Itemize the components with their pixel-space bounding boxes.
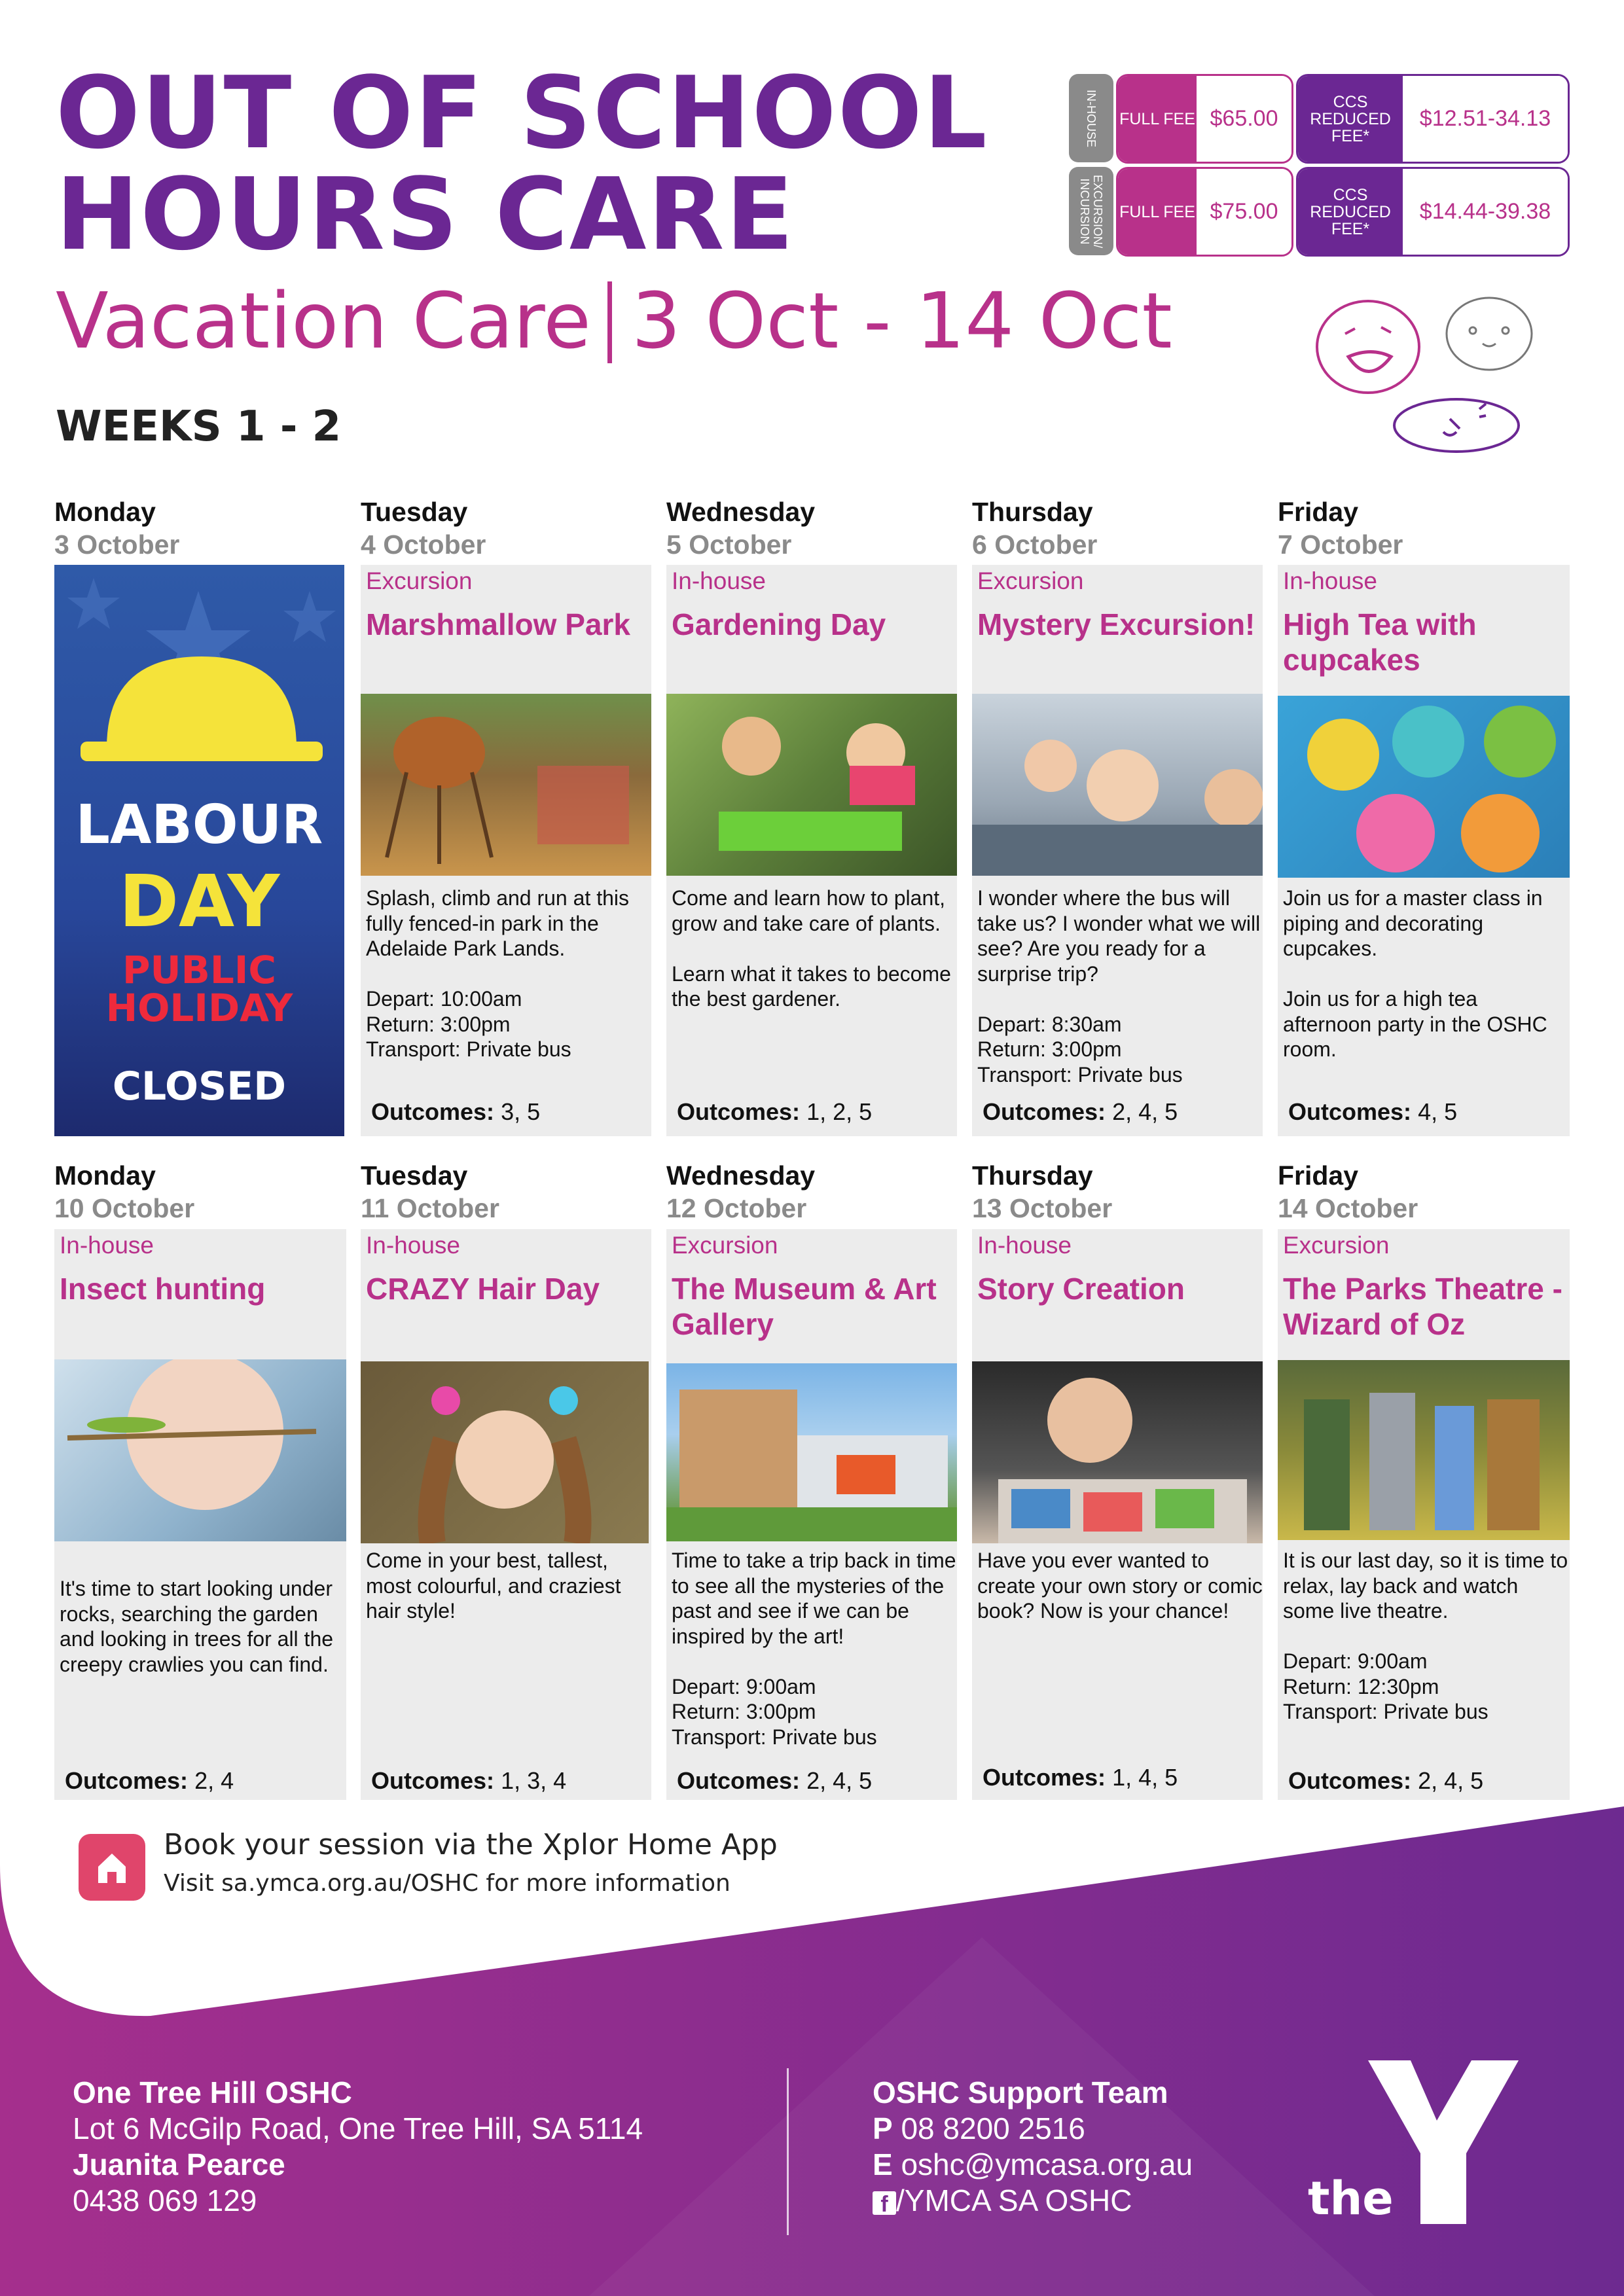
ccs-fee-box [1296, 74, 1570, 164]
activity-outcomes: Outcomes: 2, 4, 5 [1288, 1767, 1484, 1794]
activity-outcomes: Outcomes: 1, 2, 5 [677, 1098, 873, 1125]
footer-divider [787, 2068, 789, 2235]
logo-text: the [1308, 2172, 1394, 2225]
day-header: Monday 3 October [54, 497, 180, 560]
activity-description: Come and learn how to plant, grow and take care of plants. Learn what it takes to become the best gardener. [672, 886, 951, 1011]
day-header: Friday 14 October [1278, 1160, 1418, 1223]
activity-type: In-house [1283, 567, 1377, 594]
activity-card [1278, 1229, 1570, 1800]
holiday-line2: DAY [118, 859, 280, 943]
activity-type: Excursion [366, 567, 473, 594]
support-social[interactable]: f /YMCA SA OSHC [873, 2183, 1193, 2219]
full-fee-label: FULL FEE [1118, 169, 1197, 255]
museum-image [666, 1363, 957, 1541]
activity-card [54, 1229, 346, 1800]
story-creation-image [972, 1361, 1263, 1543]
activity-description: It is our last day, so it is time to relax, lay back and watch some live theatre. Depart: 9:00am Return: 12:30pm Transport: Private bus [1283, 1549, 1568, 1723]
activity-outcomes: Outcomes: 3, 5 [371, 1098, 541, 1125]
activity-description: Splash, climb and run at this fully fenced-in park in the Adelaide Park Lands. Depart: 10:00am Return: 3:00pm Transport: Private bus [366, 886, 629, 1061]
wizard-of-oz-image [1278, 1360, 1570, 1540]
activity-outcomes: Outcomes: 2, 4 [65, 1767, 234, 1794]
activity-type: In-house [366, 1232, 460, 1259]
center-phone[interactable]: 0438 069 129 [73, 2183, 257, 2217]
activity-name: Story Creation [977, 1272, 1185, 1306]
full-fee-label: FULL FEE [1118, 76, 1197, 162]
activity-description: Come in your best, tallest, most colourful, and craziest hair style! [366, 1549, 621, 1623]
activity-card [1278, 565, 1570, 1136]
activity-photo [1278, 696, 1570, 878]
holiday-closed: CLOSED [112, 1064, 287, 1109]
activity-description: Time to take a trip back in time to see all the mysteries of the past and see if we can be inspired by the art! Depart: 9:00am Return: 3:00pm Transport: Private bus [672, 1549, 956, 1749]
fee-category-tag: EXCURSION/ INCURSION [1069, 167, 1113, 255]
activity-name: The Museum & Art Gallery [672, 1272, 937, 1341]
activity-name: Marshmallow Park [366, 607, 630, 641]
footer-center-info [73, 2075, 643, 2219]
activity-name: Insect hunting [60, 1272, 266, 1306]
activity-photo [972, 694, 1263, 876]
playground-image [361, 694, 651, 876]
activity-outcomes: Outcomes: 2, 4, 5 [983, 1098, 1178, 1125]
page-subtitle [56, 275, 1172, 371]
subtitle-divider [607, 281, 612, 363]
activity-photo [666, 694, 957, 876]
fee-row-excursion [1069, 167, 1570, 255]
day-header: Tuesday 4 October [361, 497, 486, 560]
activity-photo [54, 1359, 346, 1541]
ccs-fee-value: $12.51-34.13 [1403, 76, 1568, 162]
ccs-fee-value: $14.44-39.38 [1403, 169, 1568, 255]
center-contact: Juanita Pearce [73, 2147, 285, 2181]
activity-description: It's time to start looking under rocks, searching the garden and looking in trees for all the creepy crawlies you can find. [60, 1577, 334, 1676]
bus-kids-image [972, 694, 1263, 876]
fee-category-tag: IN-HOUSE [1069, 74, 1113, 162]
support-email[interactable]: E oshc@ymcasa.org.au [873, 2147, 1193, 2181]
activity-photo [972, 1361, 1263, 1543]
activity-type: Excursion [672, 1232, 778, 1259]
page-title: OUT OF SCHOOL HOURS CARE [56, 55, 988, 272]
activity-outcomes: Outcomes: 1, 3, 4 [371, 1767, 567, 1794]
home-icon [79, 1834, 145, 1901]
ccs-fee-label: CCS REDUCED FEE* [1298, 76, 1403, 162]
gardening-image [666, 694, 957, 876]
cupcakes-image [1278, 696, 1570, 878]
full-fee-box [1116, 74, 1293, 164]
center-address: Lot 6 McGilp Road, One Tree Hill, SA 5114 [73, 2111, 643, 2145]
activity-type: Excursion [977, 567, 1084, 594]
ccs-fee-box [1296, 167, 1570, 257]
day-header: Wednesday 12 October [666, 1160, 816, 1223]
activity-card [666, 1229, 957, 1800]
full-fee-box [1116, 167, 1293, 257]
activity-outcomes: Outcomes: 1, 4, 5 [983, 1764, 1178, 1791]
activity-card [361, 1229, 651, 1800]
activity-photo [361, 694, 651, 876]
activity-type: In-house [977, 1232, 1072, 1259]
day-header: Thursday 13 October [972, 1160, 1113, 1223]
activity-outcomes: Outcomes: 4, 5 [1288, 1098, 1458, 1125]
hard-hat-icon [81, 643, 323, 761]
activity-outcomes: Outcomes: 2, 4, 5 [677, 1767, 873, 1794]
activity-card [666, 565, 957, 1136]
activity-name: The Parks Theatre - Wizard of Oz [1283, 1272, 1562, 1341]
activity-name: Mystery Excursion! [977, 607, 1255, 641]
footer-support-info [873, 2075, 1193, 2219]
crazy-hair-image [361, 1361, 649, 1543]
support-phone[interactable]: P 08 8200 2516 [873, 2111, 1085, 2145]
booking-info: Visit sa.ymca.org.au/OSHC for more information [164, 1870, 731, 1897]
activity-type: In-house [672, 567, 766, 594]
weeks-heading: WEEKS 1 - 2 [56, 403, 342, 451]
activity-card [972, 1229, 1263, 1800]
ccs-fee-label: CCS REDUCED FEE* [1298, 169, 1403, 255]
holiday-line1: LABOUR [75, 794, 323, 856]
activity-photo [361, 1361, 649, 1543]
activity-description: I wonder where the bus will take us? I wonder what we will see? Are you ready for a surprise trip? Depart: 8:30am Return: 3:00pm Transport: Private bus [977, 886, 1261, 1086]
home-app-icon[interactable] [79, 1834, 145, 1901]
activity-card [972, 565, 1263, 1136]
activity-photo [1278, 1360, 1570, 1540]
activity-name: High Tea with cupcakes [1283, 607, 1477, 677]
holiday-card [54, 565, 344, 1136]
subtitle-dates: 3 Oct - 14 Oct [631, 276, 1172, 366]
center-name: One Tree Hill OSHC [73, 2075, 352, 2109]
full-fee-value: $75.00 [1197, 169, 1291, 255]
day-header: Thursday 6 October [972, 497, 1098, 560]
support-team-title: OSHC Support Team [873, 2075, 1168, 2109]
activity-photo [666, 1363, 957, 1541]
day-header: Wednesday 5 October [666, 497, 816, 560]
activity-type: Excursion [1283, 1232, 1390, 1259]
activity-name: Gardening Day [672, 607, 886, 641]
activity-name: CRAZY Hair Day [366, 1272, 600, 1306]
doodle-faces-icon [1309, 295, 1545, 458]
day-header: Tuesday 11 October [361, 1160, 499, 1223]
facebook-icon: f [873, 2191, 896, 2215]
insect-image [54, 1359, 346, 1541]
day-header: Friday 7 October [1278, 497, 1403, 560]
holiday-line3: PUBLIC HOLIDAY [105, 948, 293, 1030]
activity-type: In-house [60, 1232, 154, 1259]
full-fee-value: $65.00 [1197, 76, 1291, 162]
activity-description: Join us for a master class in piping and decorating cupcakes. Join us for a high tea afternoon party in the OSHC room. [1283, 886, 1547, 1061]
fee-row-in-house [1069, 74, 1570, 162]
activity-card [361, 565, 651, 1136]
subtitle-program: Vacation Care [56, 276, 591, 366]
booking-heading: Book your session via the Xplor Home App [164, 1828, 778, 1861]
booking-link[interactable]: sa.ymca.org.au/OSHC [221, 1870, 478, 1897]
day-header: Monday 10 October [54, 1160, 195, 1223]
activity-description: Have you ever wanted to create your own story or comic book? Now is your chance! [977, 1549, 1263, 1623]
